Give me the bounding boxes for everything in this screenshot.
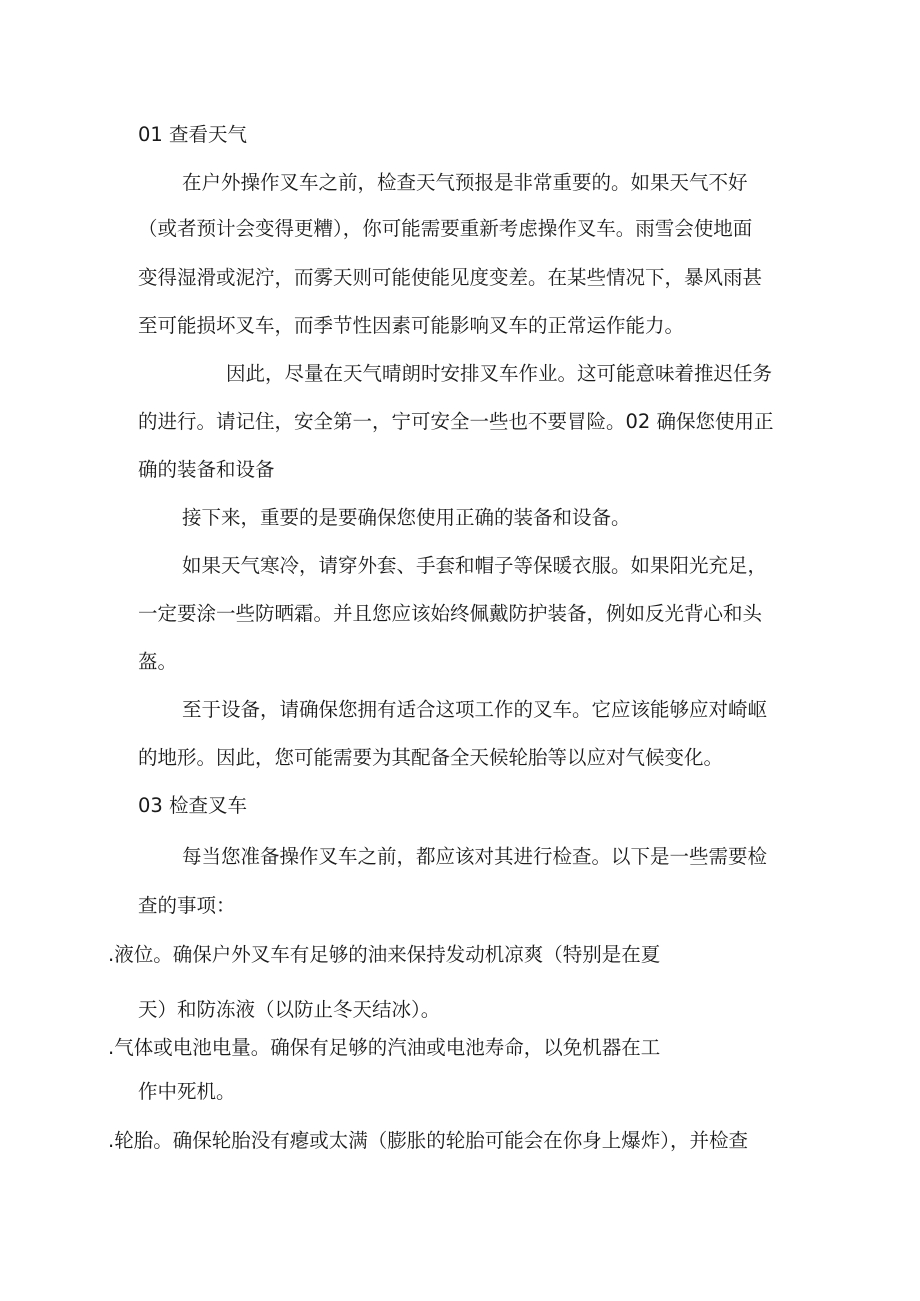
- list-item: .气体或电池电量。确保有足够的汽油或电池寿命，以免机器在工: [108, 1036, 661, 1059]
- text-line: 天）和防冻液（以防止冬天结冰）。: [138, 998, 441, 1021]
- text-line: 至于设备，请确保您拥有适合这项工作的叉车。它应该能够应对崎岖: [182, 698, 768, 721]
- text-line: 盔。: [138, 650, 178, 673]
- list-item: .轮胎。确保轮胎没有瘪或太满（膨胀的轮胎可能会在你身上爆炸），并检查: [108, 1129, 748, 1152]
- text-line: 一定要涂一些防晒霜。并且您应该始终佩戴防护装备，例如反光背心和头: [138, 602, 763, 625]
- text-line: 在户外操作叉车之前，检查天气预报是非常重要的。如果天气不好: [182, 171, 748, 194]
- section-heading-01: 01 查看天气: [138, 123, 248, 146]
- text-line: 因此，尽量在天气晴朗时安排叉车作业。这可能意味着推迟任务: [226, 362, 773, 385]
- text-line: 至可能损坏叉车，而季节性因素可能影响叉车的正常运作能力。: [138, 314, 685, 337]
- text-line: 确的装备和设备: [138, 458, 275, 481]
- text-line: 接下来，重要的是要确保您使用正确的装备和设备。: [182, 506, 631, 529]
- text-line: 变得湿滑或泥泞，而雾天则可能使能见度变差。在某些情况下，暴风雨甚: [138, 266, 763, 289]
- text-line: 每当您准备操作叉车之前，都应该对其进行检查。以下是一些需要检: [182, 845, 768, 868]
- text-line: 作中死机。: [138, 1080, 236, 1103]
- text-line: 的进行。请记住，安全第一，宁可安全一些也不要冒险。02 确保您使用正: [138, 410, 774, 433]
- text-line: 查的事项：: [138, 894, 236, 917]
- list-item: .液位。确保户外叉车有足够的油来保持发动机凉爽（特别是在夏: [108, 943, 661, 966]
- section-heading-03: 03 检查叉车: [138, 794, 248, 817]
- text-line: 如果天气寒冷，请穿外套、手套和帽子等保暖衣服。如果阳光充足，: [182, 554, 768, 577]
- text-line: 的地形。因此，您可能需要为其配备全天候轮胎等以应对气候变化。: [138, 746, 724, 769]
- text-line: （或者预计会变得更糟），你可能需要重新考虑操作叉车。雨雪会使地面: [138, 217, 753, 240]
